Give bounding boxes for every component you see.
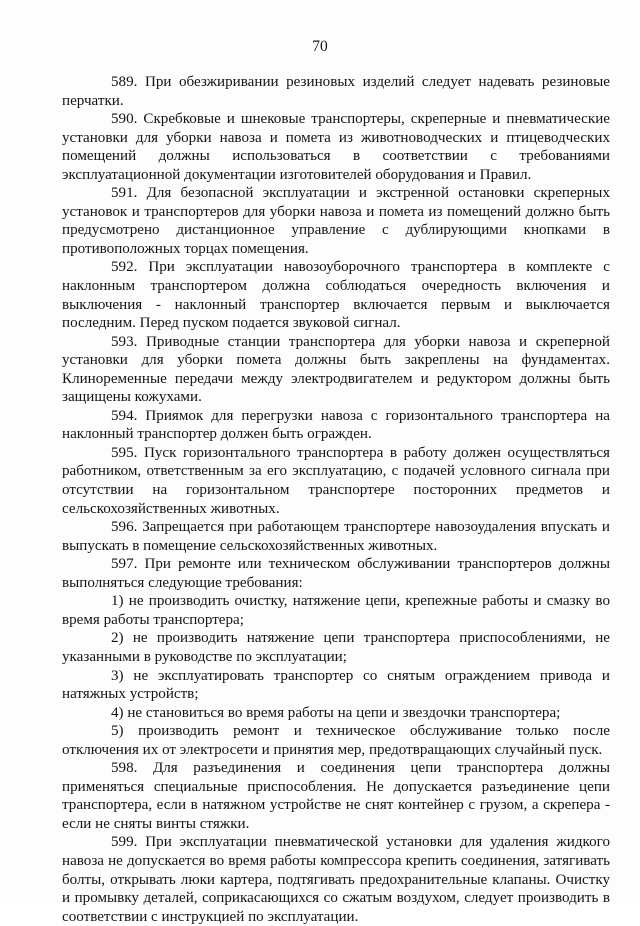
list-item-597-3: 3) не эксплуатировать транспортер со снятым ограждением привода и натяжных устройств;: [62, 667, 610, 703]
paragraph-590: 590. Скребковые и шнековые транспортеры, скреперные и пневматические установки для уборки навоза и помета из животноводческих и птицеводческих помещений должны использоваться в соответствии с требованиями эксплуатационной документации изготовителей оборудования и Правил.: [62, 111, 610, 183]
list-item-597-1: 1) не производить очистку, натяжение цепи, крепежные работы и смазку во время работы транспортера;: [62, 593, 610, 628]
page-number: 70: [312, 38, 328, 55]
paragraph-594: 594. Приямок для перегрузки навоза с горизонтального транспортера на наклонный транспортер должен быть огражден.: [62, 407, 610, 443]
paragraph-593: 593. Приводные станции транспортера для уборки навоза и скреперной установки для уборки помета должны быть закреплены на фундаментах. Клиноременные передачи между электродвигателем и редуктором должны быть защищены кожухами.: [62, 333, 610, 406]
list-item-597-4: 4) не становиться во время работы на цепи и звездочки транспортера;: [111, 704, 561, 721]
list-item-597-5: 5) производить ремонт и техническое обслуживание только после отключения их от электросети и принятия мер, предотвращающих случайный пуск.: [62, 723, 610, 758]
list-item-597-2: 2) не производить натяжение цепи транспортера приспособлениями, не указанными в руководстве по эксплуатации;: [62, 630, 610, 665]
paragraph-598: 598. Для разъединения и соединения цепи транспортера должны применяться специальные приспособления. Не допускается разъединение цепи транспортера, если в натяжном устройстве не снят контейнер с грузом, а скрепера - если не сняты винты стяжки.: [62, 760, 610, 832]
paragraph-596: 596. Запрещается при работающем транспортере навозоудаления впускать и выпускать в помещение сельскохозяйственных животных.: [62, 519, 610, 554]
document-body: [62, 73, 610, 926]
paragraph-595: 595. Пуск горизонтального транспортера в работу должен осуществляться работником, ответственным за его эксплуатацию, с подачей условного сигнала при отсутствии на горизонтальном транспортере посторонних предметов и сельскохозяйственных животных.: [62, 444, 610, 517]
paragraph-592: 592. При эксплуатации навозоуборочного транспортера в комплекте с наклонным транспортером должна соблюдаться очередность включения и выключения - наклонный транспортер включается первым и выключается последним. Перед пуском подается звуковой сигнал.: [62, 259, 610, 332]
paragraph-589: 589. При обезжиривании резиновых изделий следует надевать резиновые перчатки.: [62, 74, 610, 109]
paragraph-599: 599. При эксплуатации пневматической установки для удаления жидкого навоза не допускается во время работы компрессора крепить соединения, затягивать болты, открывать люки картера, подтягивать предохранительные клапаны. Очистку и промывку деталей, соприкасающихся со сжатым воздухом, следует производить в соответствии с инструкцией по эксплуатации.: [62, 834, 610, 925]
paragraph-597: 597. При ремонте или техническом обслуживании транспортеров должны выполняться следующие требования:: [62, 556, 610, 591]
paragraph-591: 591. Для безопасной эксплуатации и экстренной остановки скреперных установок и транспортеров для уборки навоза и помета из помещений должно быть предусмотрено дистанционное управление с дублирующими кнопками в противоположных торцах помещения.: [62, 185, 610, 257]
